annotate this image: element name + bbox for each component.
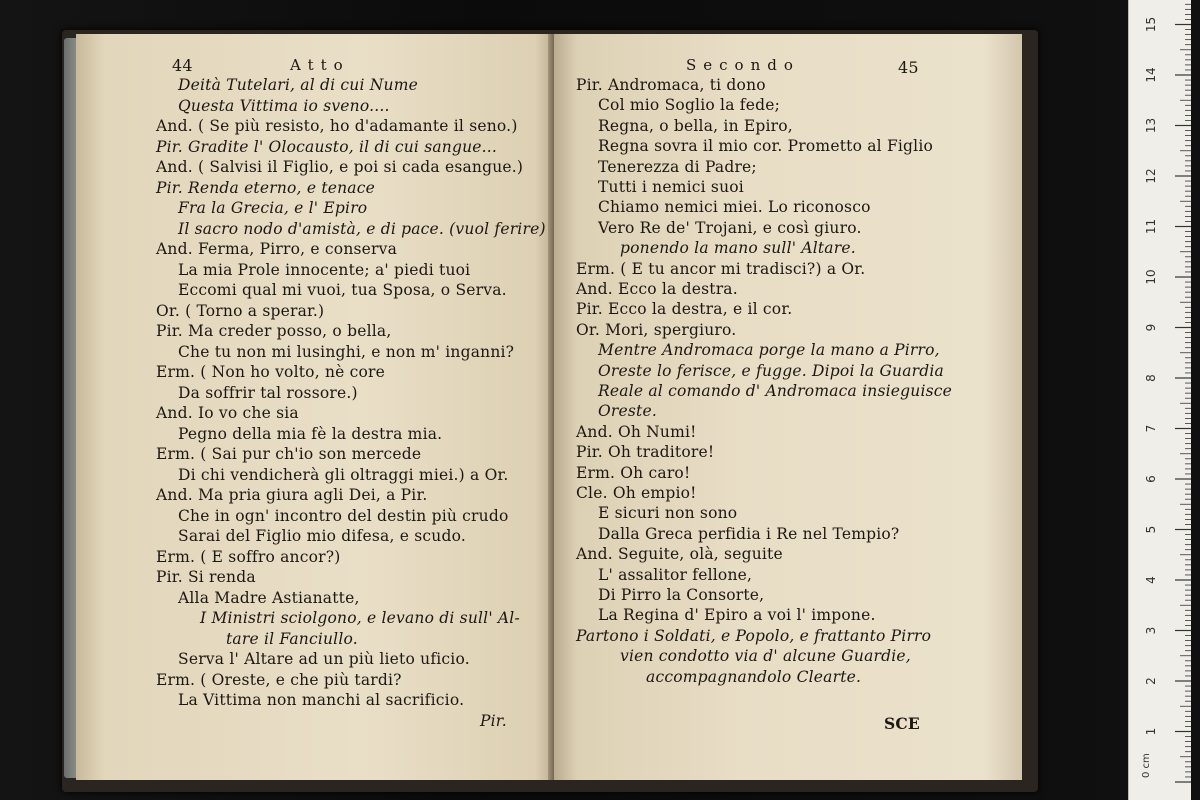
text-line: And. ( Se più resisto, ho d'adamante il seno.) [156, 117, 518, 135]
ruler-number: 15 [1144, 16, 1158, 33]
ruler-scale [1129, 0, 1191, 800]
text-line: Tutti i nemici suoi [598, 178, 744, 196]
text-line: Da soffrir tal rossore.) [178, 383, 358, 402]
ruler-number: 10 [1144, 269, 1158, 285]
running-head: Secondo [686, 56, 800, 74]
text-line: Pegno della mia fè la destra mia. [178, 424, 443, 443]
measurement-ruler [1128, 0, 1191, 800]
text-line: Erm. ( Sai pur ch'io son mercede [156, 445, 422, 463]
ruler-number: 14 [1144, 67, 1158, 83]
text-line: Che tu non mi lusinghi, e non m' inganni? [178, 342, 515, 361]
running-head: Atto [290, 56, 350, 74]
text-line: Erm. ( E soffro ancor?) [156, 547, 341, 566]
ruler-number: 1 [1144, 727, 1158, 736]
ruler-unit-label: 0 cm [1141, 753, 1152, 778]
text-line: Sarai del Figlio mio difesa, e scudo. [178, 527, 466, 545]
text-line: E sicuri non sono [598, 504, 738, 523]
text-line: Dalla Greca perfidia i Re nel Tempio? [598, 524, 900, 543]
text-line: Tenerezza di Padre; [598, 157, 757, 176]
left-page [76, 34, 554, 780]
text-line: Eccomi qual mi vuoi, tua Sposa, o Serva. [178, 281, 507, 299]
ruler-number: 8 [1144, 374, 1158, 382]
text-line: Pir. Ma creder posso, o bella, [156, 322, 392, 340]
text-line: Di Pirro la Consorte, [598, 586, 765, 604]
ruler-number: 12 [1144, 168, 1158, 184]
text-line: La mia Prole innocente; a' piedi tuoi [178, 260, 471, 279]
text-line: Oreste lo ferisce, e fugge. Dipoi la Guardia [598, 361, 945, 380]
text-line: vien condotto via d' alcune Guardie, [620, 647, 911, 666]
catchword: SCE [884, 714, 920, 733]
text-line: Pir. Andromaca, ti dono [576, 76, 766, 94]
ruler-number: 3 [1144, 626, 1158, 635]
text-line: Di chi vendicherà gli oltraggi miei.) a Or. [178, 465, 509, 484]
text-line: Il sacro nodo d'amistà, e di pace. (vuol ferire) [178, 219, 546, 238]
text-line: Regna sovra il mio cor. Prometto al Figlio [598, 137, 934, 156]
text-line: Pir. Ecco la destra, e il cor. [576, 300, 793, 319]
page-number: 45 [898, 58, 919, 77]
left-page-text [76, 34, 554, 780]
ruler-number: 11 [1144, 218, 1158, 235]
ruler-number: 2 [1144, 677, 1158, 685]
text-line: Pir. Oh traditore! [576, 443, 715, 462]
text-line: Fra la Grecia, e l' Epiro [178, 199, 368, 217]
text-line: Or. Mori, spergiuro. [576, 320, 737, 339]
text-line: And. Ferma, Pirro, e conserva [156, 240, 398, 258]
text-line: And. Io vo che sia [156, 404, 299, 422]
text-line: And. Ma pria giura agli Dei, a Pir. [156, 486, 428, 504]
text-line: Cle. Oh empio! [576, 484, 697, 502]
text-line: Pir. Renda eterno, e tenace [156, 178, 375, 197]
text-line: And. Ecco la destra. [576, 280, 738, 298]
ruler-number: 9 [1144, 323, 1158, 332]
text-line: La Vittima non manchi al sacrificio. [178, 691, 465, 709]
text-line: Deità Tutelari, al di cui Nume [178, 76, 418, 94]
text-line: And. ( Salvisi il Figlio, e poi si cada esangue.) [156, 158, 524, 176]
text-line: Erm. ( E tu ancor mi tradisci?) a Or. [576, 259, 866, 278]
text-line: Or. ( Torno a sperar.) [156, 301, 325, 320]
text-line: Questa Vittima io sveno.... [178, 96, 390, 115]
text-line: Reale al comando d' Andromaca insieguisce [598, 382, 953, 400]
text-line: Erm. ( Oreste, e che più tardi? [156, 670, 402, 689]
right-page-text [554, 34, 1022, 780]
text-line: I Ministri sciolgono, e levano di sull' Al- [200, 609, 520, 627]
ruler-number: 7 [1144, 424, 1158, 433]
text-line: Pir. Si renda [156, 568, 256, 586]
text-line: Chiamo nemici miei. Lo riconosco [598, 198, 871, 217]
text-line: Alla Madre Astianatte, [178, 588, 360, 607]
text-line: Regna, o bella, in Epiro, [598, 116, 793, 135]
page-number: 44 [172, 56, 193, 75]
text-line: tare il Fanciullo. [226, 629, 358, 648]
text-line: accompagnandolo Clearte. [646, 667, 862, 686]
ruler-number: 13 [1144, 117, 1158, 134]
ruler-number: 5 [1144, 525, 1158, 534]
text-line: La Regina d' Epiro a voi l' impone. [598, 606, 876, 625]
ruler-number: 4 [1144, 576, 1158, 584]
text-line: Erm. ( Non ho volto, nè core [156, 363, 386, 381]
right-page [554, 34, 1022, 780]
text-line: ponendo la mano sull' Altare. [620, 239, 856, 258]
text-line: Pir. Gradite l' Olocausto, il di cui sangue... [156, 137, 498, 156]
text-line: L' assalitor fellone, [598, 565, 753, 584]
text-line: Erm. Oh caro! [576, 463, 691, 482]
text-line: Serva l' Altare ad un più lieto uficio. [178, 650, 470, 668]
catchword: Pir. [480, 712, 507, 730]
text-line: Col mio Soglio la fede; [598, 96, 780, 115]
text-line: Oreste. [598, 402, 657, 421]
text-line: And. Seguite, olà, seguite [576, 545, 783, 564]
text-line: And. Oh Numi! [576, 422, 697, 441]
ruler-number: 6 [1144, 475, 1158, 483]
text-line: Vero Re de' Trojani, e così giuro. [598, 218, 862, 237]
text-line: Che in ogn' incontro del destin più crudo [178, 506, 509, 525]
text-line: Partono i Soldati, e Popolo, e frattanto Pirro [576, 626, 932, 645]
text-line: Mentre Andromaca porge la mano a Pirro, [598, 341, 940, 360]
